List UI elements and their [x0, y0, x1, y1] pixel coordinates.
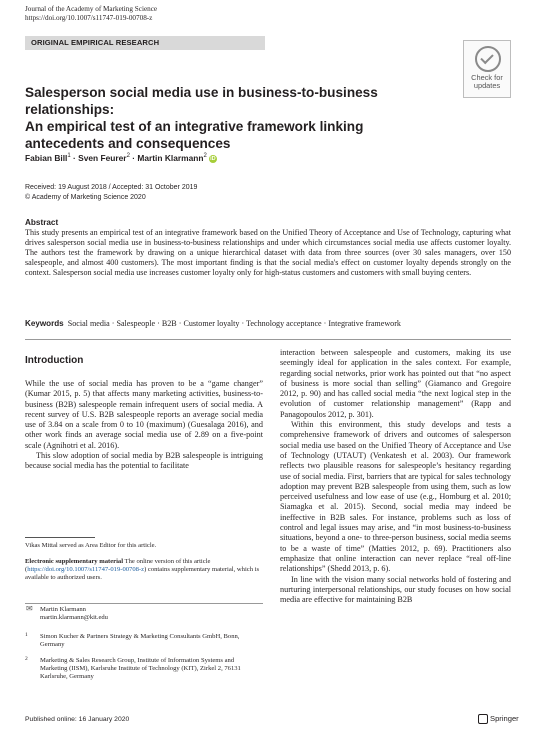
- author-name[interactable]: Sven Feurer: [78, 153, 127, 163]
- affiliation-sup: 1: [25, 632, 28, 638]
- check-updates-icon: [475, 46, 501, 72]
- supplementary-note: [25, 558, 263, 583]
- title-line: An empirical test of an integrative framework linking: [25, 119, 364, 134]
- contact-email[interactable]: martin.klarmann@kit.edu: [40, 614, 108, 621]
- supplementary-label: Electronic supplementary material: [25, 558, 124, 565]
- section-heading-introduction: Introduction: [25, 355, 84, 366]
- editor-note: Vikas Mittal served as Area Editor for this article.: [25, 542, 157, 549]
- publisher-logo: [478, 714, 519, 724]
- paragraph: Within this environment, this study develops and tests a comprehensive framework of drivers and outcomes of salesperson social media use based on the Unified Theory of Acceptance and Use of Technology (UTAUT) (Venkatesh et al. 2003). Our framework reflects two plausible reasons for salespeople’s hesitancy regarding use of social media. First, barriers that are typical for sales technology adoption may prevent B2B salespeople from using them, such as low perceived usefulness and low ease of use (e.g., Homburg et al. 2010; Siamagka et al. 2015). Second, social media may indeed be ineffective in B2B sales. For instance, problems such as loss of control and legal issues may arise, and “in most business-to-business situations, beyond a one- to three-person business, social media seems to be a waste of time” (Matties 2012, p. 69). Practitioners also emphasize that online interaction can never replace “real off-line relationships” (Shedd 2013, p. 6).: [280, 420, 511, 574]
- keywords: [25, 319, 511, 328]
- left-column-body: [25, 379, 263, 472]
- affiliation-sup: 2: [25, 656, 28, 662]
- paragraph: interaction between salespeople and customers, making its use seemingly ideal for application in the sales context. For example, regarding social networks, prior work has pointed out that “no aspect of business is more social than selling” (Giamanco and Gregoire 2012, p. 90) and has called social media “the next logical step in the evolution of customer relationship management” (Rapp and Panagopoulos 2012, p. 301).: [280, 348, 511, 419]
- author-list: [25, 153, 217, 163]
- supplementary-text: The online version of this article (: [25, 558, 211, 574]
- doi-link[interactable]: https://doi.org/10.1007/s11747-019-00708-z: [25, 14, 153, 23]
- received-accepted: Received: 19 August 2018 / Accepted: 31 October 2019: [25, 184, 198, 191]
- published-date: Published online: 16 January 2020: [25, 716, 130, 723]
- journal-name: Journal of the Academy of Marketing Science: [25, 5, 158, 13]
- orcid-icon[interactable]: iD: [210, 155, 216, 162]
- paragraph: While the use of social media has proven to be a “game changer” (Kumar 2015, p. 5) that affects many marketing activities, business-to-business (B2B) salespeople remain infrequent users of social media. A recent survey of U.S. B2B salespeople reports an average social media use of 3.84 on a scale from 0 to 10 (maximum) (Guesalaga 2016), and other work finds an average social media use of 2.89 on a five-point scale (Agnihotri et al. 2016).: [25, 379, 263, 450]
- affiliation-1: Simon Kucher & Partners Strategy & Marketing Consultants GmbH, Bonn, Germany: [40, 633, 240, 649]
- section-banner: [25, 36, 265, 50]
- contact-name: Martin Klarmann: [40, 606, 86, 613]
- author-affil-num: 1: [67, 153, 71, 160]
- supplementary-text: ) contains supplementary material, which is available to authorized users.: [25, 566, 260, 582]
- publisher-name: Springer: [490, 714, 519, 723]
- badge-line1: Check for: [471, 73, 503, 82]
- section-label: ORIGINAL EMPIRICAL RESEARCH: [31, 38, 160, 47]
- divider: [25, 339, 511, 340]
- title-line: antecedents and consequences: [25, 136, 231, 151]
- copyright: © Academy of Marketing Science 2020: [25, 194, 146, 201]
- paragraph: This slow adoption of social media by B2B salespeople is intriguing because social media has the potential to facilitate: [25, 451, 263, 471]
- abstract-heading: Abstract: [25, 218, 59, 227]
- article-dates: [25, 183, 197, 203]
- title-line: Salesperson social media use in business-to-business relationships:: [25, 85, 378, 117]
- abstract-text: This study presents an empirical test of an integrative framework based on the Unified Theory of Acceptance and Use of Technology, capturing what drives salesperson social media use in business-to-business relationships and under which circumstances social media use affects customer loyalty. The authors test the framework by drawing on a unique hierarchical dataset with data from three sources (over 30 sales managers, over 150 salespeople, and almost 400 customers). The most important finding is that the social media's effect on customer loyalty depends strongly on the context. Salesperson social media use increases customer loyalty only for high-status customers and customers with small buying centers.: [25, 228, 511, 278]
- article-title: [25, 84, 455, 152]
- footnote-divider: [25, 537, 95, 538]
- mail-icon: ✉: [26, 604, 33, 613]
- affiliation-2: Marketing & Sales Research Group, Institute of Information Systems and Marketing (IISM), Karlsruhe Institute of Technology (KIT), Zirkel 2, 76131 Karlsruhe, Germany: [40, 657, 241, 681]
- author-affil-num: 2: [203, 153, 207, 160]
- keywords-list: Social media · Salespeople · B2B · Customer loyalty · Technology acceptance · Integrative framework: [67, 319, 401, 328]
- journal-header: [25, 5, 157, 24]
- check-for-updates-badge[interactable]: [463, 40, 511, 98]
- badge-line2: updates: [473, 81, 501, 90]
- paragraph: In line with the vision many social networks hold of fostering and nurturing interpersonal relationships, our study focuses on how social media are effective for maintaining B2B: [280, 574, 511, 605]
- keywords-label: Keywords: [25, 319, 64, 328]
- author-affil-num: 2: [126, 153, 130, 160]
- springer-horse-icon: [478, 714, 488, 724]
- author-name[interactable]: Martin Klarmann: [137, 153, 204, 163]
- author-separator: ·: [73, 153, 76, 163]
- supplementary-link[interactable]: https://doi.org/10.1007/s11747-019-00708-z: [27, 566, 145, 574]
- right-column-body: [280, 348, 511, 605]
- author-separator: ·: [132, 153, 136, 163]
- affiliation-number: [25, 631, 35, 642]
- affiliation-number: [25, 655, 35, 666]
- divider: [25, 603, 263, 604]
- author-name[interactable]: Fabian Bill: [25, 153, 68, 163]
